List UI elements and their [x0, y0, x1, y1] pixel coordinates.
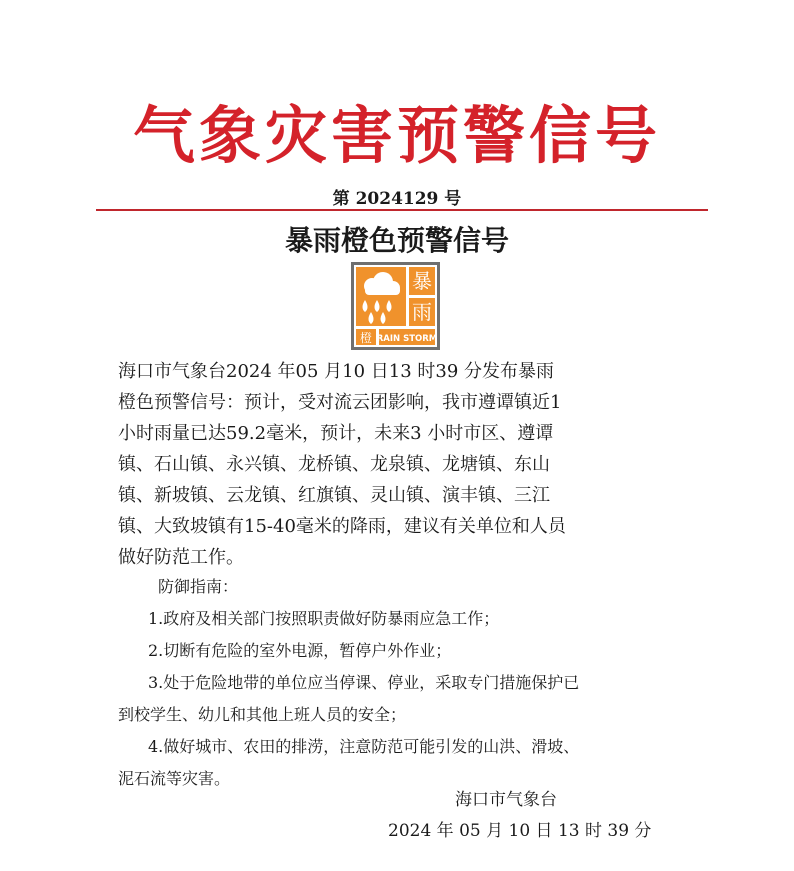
body-line: 橙色预警信号：预计，受对流云团影响，我市遵谭镇近1: [118, 392, 562, 413]
warning-body: [118, 356, 678, 573]
document-header-title: 气象灾害预警信号: [132, 99, 661, 172]
body-line: 镇、石山镇、永兴镇、龙桥镇、龙泉镇、龙塘镇、东山: [118, 454, 550, 475]
guide-item: 2.切断有危险的室外电源，暂停户外作业；: [148, 641, 452, 660]
rainstorm-orange-signal-icon: [351, 262, 440, 350]
body-line: 海口市气象台2024 年05 月10 日13 时39 分发布暴雨: [118, 361, 555, 382]
document-number: 第 2024129 号: [332, 189, 462, 209]
guide-item-continuation: 到校学生、幼儿和其他上班人员的安全；: [118, 705, 407, 724]
signature-agency: 海口市气象台: [455, 790, 557, 810]
body-line: 镇、新坡镇、云龙镇、红旗镇、灵山镇、演丰镇、三江: [118, 485, 550, 506]
guide-item: 4.做好城市、农田的排涝，注意防范可能引发的山洪、滑坡、: [148, 737, 580, 756]
body-line: 做好防范工作。: [118, 547, 244, 568]
signature-time: 2024 年 05 月 10 日 13 时 39 分: [388, 821, 652, 841]
body-line: 小时雨量已达59.2毫米，预计，未来3 小时市区、遵谭: [118, 423, 554, 444]
guide-item: 3.处于危险地带的单位应当停课、停业，采取专门措施保护已: [148, 673, 580, 692]
icon-caption: RAIN STORM: [376, 334, 438, 344]
guide-heading: 防御指南：: [158, 577, 239, 596]
defense-guide: [118, 571, 718, 795]
icon-char-top: 暴: [412, 269, 432, 293]
red-divider: [96, 209, 708, 211]
guide-item: 1.政府及相关部门按照职责做好防暴雨应急工作；: [148, 609, 500, 628]
guide-item-continuation: 泥石流等灾害。: [118, 769, 231, 788]
icon-char-bottom: 橙: [359, 331, 373, 345]
signal-title: 暴雨橙色预警信号: [284, 224, 509, 257]
body-line: 镇、大致坡镇有15-40毫米的降雨，建议有关单位和人员: [118, 516, 566, 537]
icon-char-mid: 雨: [412, 300, 432, 324]
